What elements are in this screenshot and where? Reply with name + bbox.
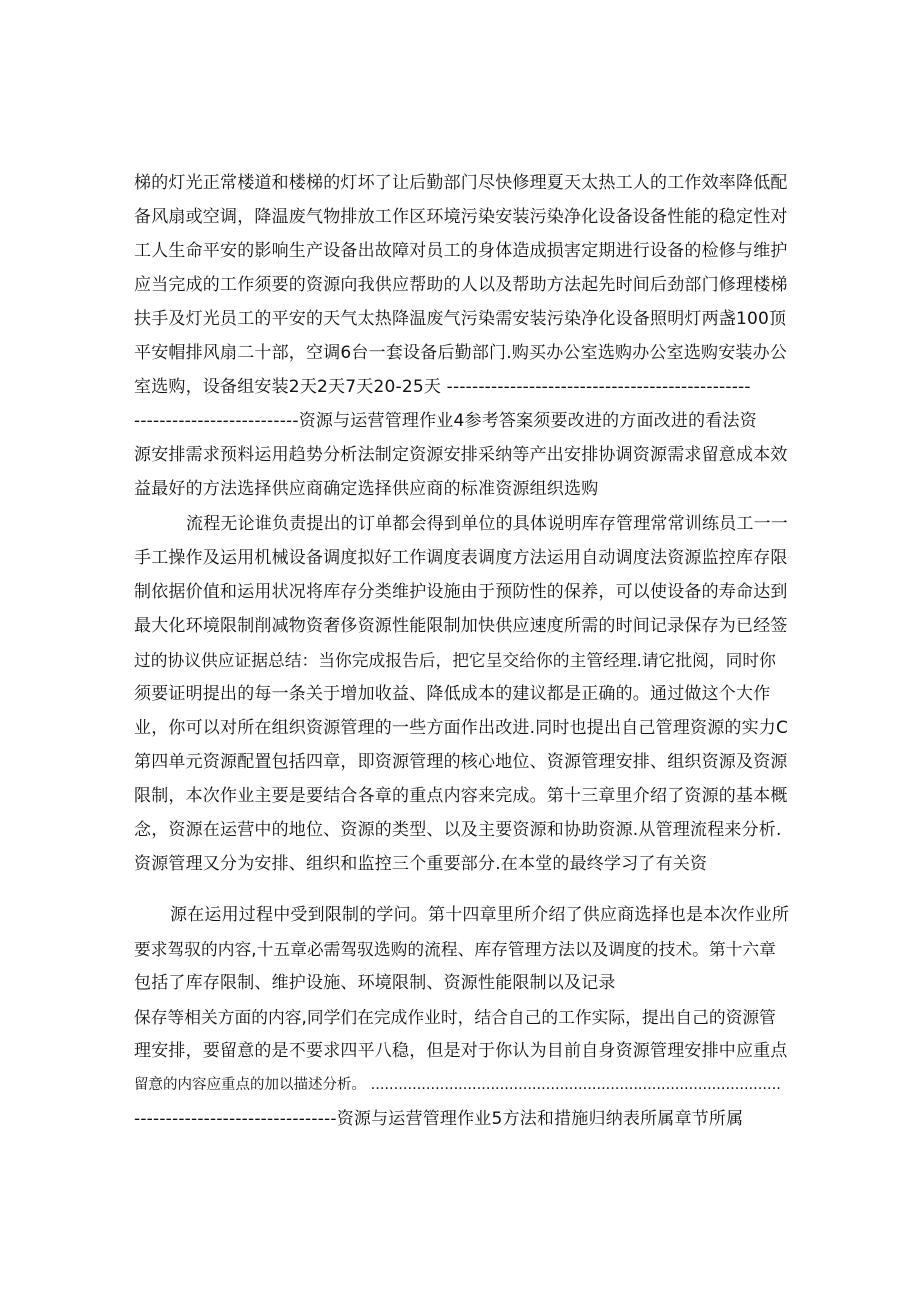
paragraph-first-line: 源在运用过程中受到限制的学问。第十四章里所介绍了供应商选择也是本次作业所 xyxy=(170,905,790,925)
text-line: --------------------------------资源与运营管理作业5方法和措施归纳表所属章节所属 xyxy=(134,1109,744,1129)
text-line: 包括了库存限制、维护设施、环境限制、资源性能限制以及记录 xyxy=(134,973,616,993)
text-line: 理安排，要留意的是不要求四平八稳，但是对于你认为目前自身资源管理安排中应重点 xyxy=(134,1041,788,1061)
text-line: 第四单元资源配置包括四章，即资源管理的核心地位、资源管理安排、组织资源及资源 xyxy=(134,752,788,772)
text-line: 扶手及灯光员工的平安的天气太热降温废气污染需安装污染净化设备照明灯两盏100顶 xyxy=(134,309,787,329)
paragraph-first-line: 流程无论谁负责提出的订单都会得到单位的具体说明库存管理常常训练员工一一 xyxy=(186,514,788,534)
text-line: 要求驾驭的内容,十五章必需驾驭选购的流程、库存管理方法以及调度的技术。第十六章 xyxy=(134,939,776,959)
text-line: 室选购，设备组安装2天2天7天20-25天 ------------------------------------------------ xyxy=(134,377,751,397)
text-line: 须要证明提出的每一条关于增加收益、降低成本的建议都是正确的。通过做这个大作 xyxy=(134,684,771,704)
text-line: 源安排需求预料运用趋势分析法制定资源安排采纳等产出安排协调资源需求留意成本效 xyxy=(134,445,788,465)
text-line: 过的协议供应证据总结：当你完成报告后，把它呈交给你的主管经理.请它批阅，同时你 xyxy=(134,650,776,670)
text-line: 最大化环境限制削减物资奢侈资源性能限制加快供应速度所需的时间记录保存为已经签 xyxy=(134,616,788,636)
text-line: 应当完成的工作须要的资源向我供应帮助的人以及帮助方法起先时间后劲部门修理楼梯 xyxy=(134,275,788,295)
text-line: --------------------------资源与运营管理作业4参考答案须要改进的方面改进的看法资 xyxy=(134,411,757,431)
text-line: 留意的内容应重点的加以描述分析。 ......................................................................................... xyxy=(134,1077,781,1093)
text-line: 资源管理又分为安排、组织和监控三个重要部分.在本堂的最终学习了有关资 xyxy=(134,854,708,874)
text-line: 业，你可以对所在组织资源管理的一些方面作出改进.同时也提出自己管理资源的实力C xyxy=(134,718,789,738)
text-line: 工人生命平安的影响生产设备出故障对员工的身体造成损害定期进行设备的检修与维护 xyxy=(134,241,788,261)
text-line: 保存等相关方面的内容,同学们在完成作业时，结合自己的工作实际，提出自己的资源管 xyxy=(134,1007,776,1027)
text-line: 念，资源在运营中的地位、资源的类型、以及主要资源和协助资源.从管理流程来分析. xyxy=(134,820,782,840)
text-line: 限制，本次作业主要是要结合各章的重点内容来完成。第十三章里介绍了资源的基本概 xyxy=(134,786,788,806)
text-line: 备风扇或空调，降温废气物排放工作区环境污染安装污染净化设备设备性能的稳定性对 xyxy=(134,207,788,227)
text-line: 益最好的方法选择供应商确定选择供应商的标准资源组织选购 xyxy=(134,479,599,499)
text-line: 制依据价值和运用状况将库存分类维护设施由于预防性的保养，可以使设备的寿命达到 xyxy=(134,582,788,602)
text-line: 手工操作及运用机械设备调度拟好工作调度表调度方法运用自动调度法资源监控库存限 xyxy=(134,548,788,568)
text-line: 平安帽排风扇二十部，空调6台一套设备后勤部门.购买办公室选购办公室选购安装办公 xyxy=(134,343,788,363)
text-line: 梯的灯光正常楼道和楼梯的灯坏了让后勤部门尽快修理夏天太热工人的工作效率降低配 xyxy=(134,173,788,193)
